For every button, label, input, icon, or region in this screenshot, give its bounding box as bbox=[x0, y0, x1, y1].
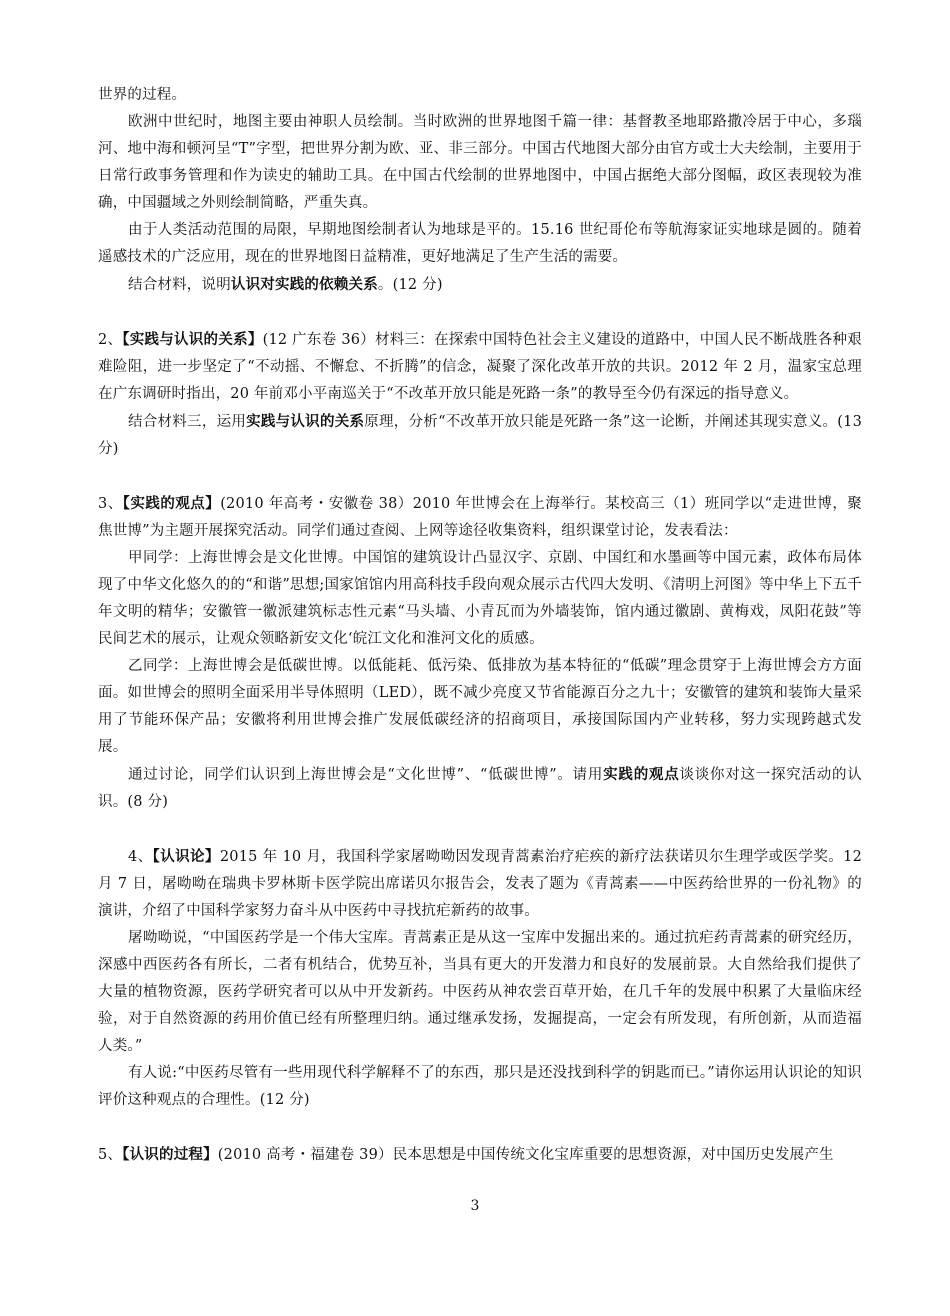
question-1-prompt bbox=[98, 271, 862, 299]
paragraph-medieval-maps: 欧洲中世纪时，地图主要由神职人员绘制。当时欧洲的世界地图千篇一律：基督教圣地耶路撒冷居于中心，多瑙河、地中海和顿河呈“T”字型，把世界分割为欧、亚、非三部分。中国古代地图大部分由官方或士大夫绘制，主要用于日常行政事务管理和作为读史的辅助工具。在中国古代绘制的世界地图中，中国占据绝大部分图幅，政区表现较为准确，中国疆域之外则绘制简略，严重失真。 bbox=[98, 114, 862, 211]
question-3-heading bbox=[98, 490, 862, 545]
question-4-number: 4、 bbox=[128, 849, 153, 865]
question-3-prompt-c: 谈谈你对这一探究活动的认识。(8 分) bbox=[98, 767, 863, 810]
question-2-heading bbox=[98, 326, 862, 408]
question-3-topic: 【实践的观点】 bbox=[122, 495, 221, 512]
question-3-student-b: 乙同学：上海世博会是低碳世博。以低能耗、低污染、低排放为基本特征的“低碳”理念贯穿于上海世博会方方面面。如世博会的照明全面采用半导体照明（LED），既不减少亮度又节省能源百分之九十；安徽管的建筑和装饰大量采用了节能环保产品；安徽将利用世博会推广发展低碳经济的招商项目，承接国际国内产业转移，努力实现跨越式发展。 bbox=[98, 658, 862, 755]
question-4-heading bbox=[98, 843, 862, 925]
question-5-material: (2010 高考・福建卷 39）民本思想是中国传统文化宝库重要的思想资源，对中国历史发展产生 bbox=[217, 1147, 834, 1163]
question-2-topic: 【实践与认识的关系】 bbox=[122, 331, 263, 348]
document-body bbox=[98, 82, 862, 1169]
question-5-topic: 【认识的过程】 bbox=[122, 1146, 218, 1163]
question-2-keyword: 实践与认识的关系 bbox=[246, 413, 365, 430]
question-4-prompt: 有人说:“中医药尽管有一些用现代科学解释不了的东西，那只是还没找到科学的钥匙而已。”请你运用认识论的知识评价这种观点的合理性。(12 分) bbox=[98, 1065, 862, 1108]
question-2-number: 2、 bbox=[98, 332, 123, 348]
question-1-text-a: 结合材料，说明 bbox=[128, 277, 231, 293]
question-5-heading bbox=[98, 1141, 862, 1169]
question-2-prompt-c: 原理，分析“不改革开放只能是死路一条”这一论断，并阐述其现实意义。(13 分) bbox=[98, 414, 862, 457]
question-1-keyword: 认识对实践的依赖关系 bbox=[230, 276, 378, 293]
question-2-material: (12 广东卷 36）材料三：在探索中国特色社会主义建设的道路中，中国人民不断战胜各种艰难险阻，进一步坚定了“不动摇、不懈怠、不折腾”的信念，凝聚了深化改革开放的共识。2012 年 2 月，温家宝总理在广东调研时指出，20 年前邓小平南巡关于“不改革开放只能是死路一条”的教导至今仍有深远的指导意义。 bbox=[98, 332, 862, 402]
question-4-material: 2015 年 10 月，我国科学家屠呦呦因发现青蒿素治疗疟疾的新疗法获诺贝尔生理学或医学奖。12 月 7 日，屠呦呦在瑞典卡罗林斯卡医学院出席诺贝尔报告会，发表了题为《青蒿素——中医药给世界的一份礼物》的演讲，介绍了中国科学家努力奋斗从中医药中寻找抗疟新药的故事。 bbox=[98, 849, 862, 919]
question-4-topic: 【认识论】 bbox=[152, 848, 220, 865]
question-3-keyword: 实践的观点 bbox=[603, 766, 680, 783]
question-3-student-a: 甲同学：上海世博会是文化世博。中国馆的建筑设计凸显汉字、京剧、中国红和水墨画等中国元素，政体布局体现了中华文化悠久的的“和谐”思想;国家馆馆内用高科技手段向观众展示古代四大发明、《清明上河图》等中华上下五千年文明的精华；安徽管一徽派建筑标志性元素“马头墙、小青瓦而为外墙装饰，馆内通过徽剧、黄梅戏，凤阳花鼓”等民间艺术的展示，让观众领略新安文化‘皖江文化和淮河文化的质感。 bbox=[98, 550, 862, 647]
page-number: 3 bbox=[470, 1198, 480, 1214]
question-3-prompt-a: 通过讨论，同学们认识到上海世博会是“文化世博”、“低碳世博”。请用 bbox=[128, 767, 604, 783]
paragraph-early-cartography: 由于人类活动范围的局限，早期地图绘制者认为地球是平的。15.16 世纪哥伦布等航海家证实地球是圆的。随着遥感技术的广泛应用，现在的世界地图日益精准，更好地满足了生产生活的需要。 bbox=[98, 222, 862, 265]
question-3-prompt bbox=[98, 761, 862, 816]
paragraph-continuation: 世界的过程。 bbox=[98, 87, 187, 103]
question-2-prompt-a: 结合材料三，运用 bbox=[128, 414, 247, 430]
question-1-text-c: 。(12 分) bbox=[377, 277, 443, 293]
question-3-number: 3、 bbox=[98, 496, 123, 512]
question-4-quote: 屠呦呦说，“中国医药学是一个伟大宝库。青蒿素正是从这一宝库中发掘出来的。通过抗疟药青蒿素的研究经历，深感中西医药各有所长，二者有机结合，优势互补，当具有更大的开发潜力和良好的发展前景。大自然给我们提供了大量的植物资源，医药学研究者可以从中开发新药。中医药从神农尝百草开始，在几千年的发展中积累了大量临床经验，对于自然资源的药用价值已经有所整理归纳。通过继承发扬，发掘提高，一定会有所发现，有所创新，从而造福人类。” bbox=[98, 930, 862, 1054]
question-2-prompt bbox=[98, 408, 862, 463]
question-5-number: 5、 bbox=[98, 1147, 123, 1163]
question-3-material: (2010 年高考・安徽卷 38）2010 年世博会在上海举行。某校高三（1）班同学以“走进世博，聚焦世博”为主题开展探究活动。同学们通过查阅、上网等途径收集资料，组织课堂讨论，发表看法： bbox=[98, 496, 862, 539]
